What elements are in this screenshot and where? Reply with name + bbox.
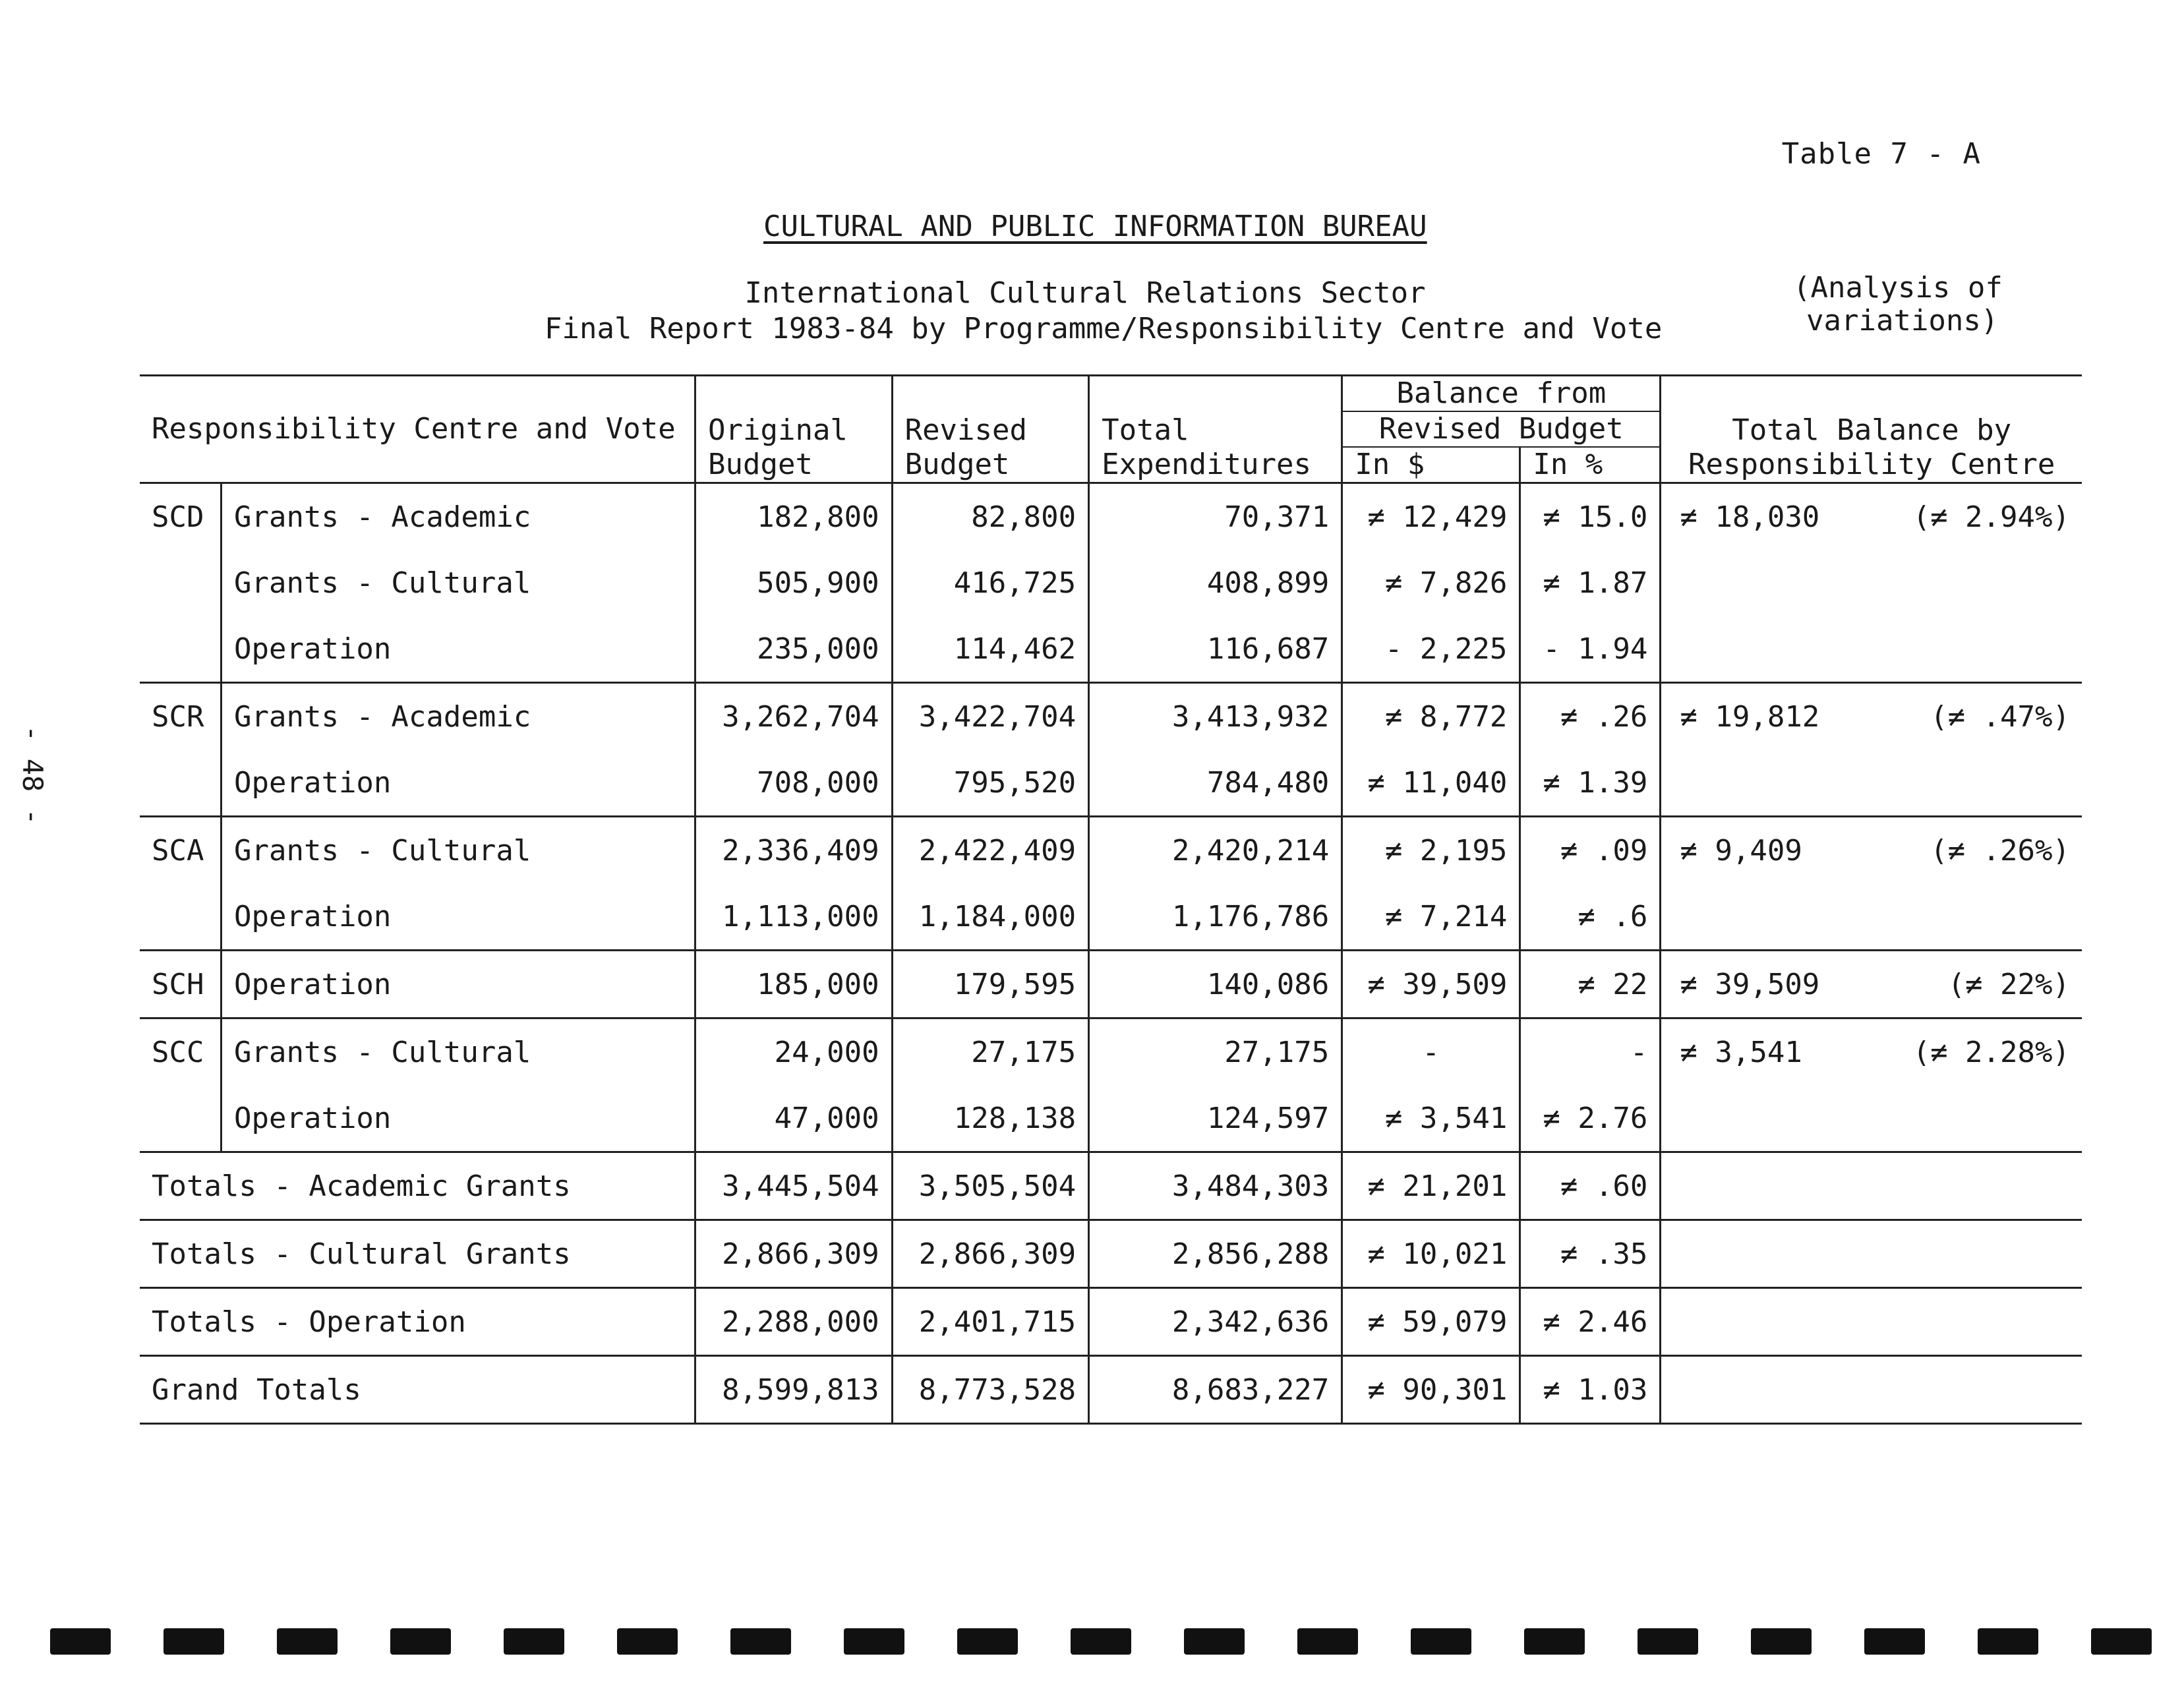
edge-mark bbox=[504, 1628, 564, 1655]
analysis-line-1: (Analysis of bbox=[1793, 271, 2003, 305]
balance-percent-cell: - 1.94 bbox=[1520, 616, 1661, 683]
revised-budget-cell: 795,520 bbox=[892, 750, 1089, 817]
revised-budget-cell: 1,184,000 bbox=[892, 883, 1089, 951]
edge-mark bbox=[2091, 1628, 2152, 1655]
balance-percent-cell: ≠ .09 bbox=[1520, 817, 1661, 884]
balance-percent-cell: ≠ .26 bbox=[1520, 683, 1661, 750]
header-revised-budget bbox=[892, 376, 1089, 483]
analysis-line-2: variations) bbox=[1806, 304, 1999, 338]
header-centre-vote: Responsibility Centre and Vote bbox=[140, 376, 695, 483]
table-row bbox=[140, 1085, 2082, 1152]
totals-label: Totals - Cultural Grants bbox=[140, 1220, 695, 1288]
total-expenditures-cell: 124,597 bbox=[1089, 1085, 1342, 1152]
balance-percent-cell: ≠ .6 bbox=[1520, 883, 1661, 951]
rc-balance-percent bbox=[1865, 750, 2082, 817]
bureau-title: CULTURAL AND PUBLIC INFORMATION BUREAU bbox=[763, 210, 1427, 243]
original-budget-cell: 24,000 bbox=[695, 1018, 893, 1086]
total-expenditures-cell: 8,683,227 bbox=[1089, 1356, 1342, 1424]
vote-item: Operation bbox=[221, 616, 695, 683]
centre-code bbox=[140, 550, 221, 616]
edge-mark bbox=[617, 1628, 678, 1655]
original-budget-cell: 708,000 bbox=[695, 750, 893, 817]
rc-balance-amount: ≠ 39,509 bbox=[1661, 951, 1866, 1018]
table-row bbox=[140, 616, 2082, 683]
balance-dollars-cell: ≠ 8,772 bbox=[1342, 683, 1520, 750]
rc-balance-percent: (≠ 22%) bbox=[1865, 951, 2082, 1018]
revised-budget-cell: 8,773,528 bbox=[892, 1356, 1089, 1424]
total-expenditures-cell: 2,856,288 bbox=[1089, 1220, 1342, 1288]
balance-dollars-cell: ≠ 2,195 bbox=[1342, 817, 1520, 884]
totals-label: Totals - Academic Grants bbox=[140, 1152, 695, 1220]
centre-code: SCC bbox=[140, 1018, 221, 1086]
edge-mark bbox=[1978, 1628, 2038, 1655]
rc-balance-percent bbox=[1865, 550, 2082, 616]
header-original-2: Budget bbox=[708, 448, 813, 481]
original-budget-cell: 3,262,704 bbox=[695, 683, 893, 750]
centre-code bbox=[140, 750, 221, 817]
table-row bbox=[140, 750, 2082, 817]
balance-percent-cell: ≠ 1.39 bbox=[1520, 750, 1661, 817]
revised-budget-cell: 3,505,504 bbox=[892, 1152, 1089, 1220]
centre-code: SCH bbox=[140, 951, 221, 1018]
balance-percent-cell: ≠ .60 bbox=[1520, 1152, 1661, 1220]
totals-row bbox=[140, 1220, 2082, 1288]
rc-balance-percent: (≠ 2.94%) bbox=[1912, 500, 2070, 534]
total-expenditures-cell: 2,420,214 bbox=[1089, 817, 1342, 884]
balance-percent-cell: ≠ .35 bbox=[1520, 1220, 1661, 1288]
vote-item: Grants - Cultural bbox=[221, 550, 695, 616]
header-original-budget bbox=[695, 376, 893, 483]
header-total-expenditures bbox=[1089, 376, 1342, 483]
balance-percent-cell: ≠ 2.76 bbox=[1520, 1085, 1661, 1152]
balance-percent-cell: - bbox=[1520, 1018, 1661, 1086]
centre-code bbox=[140, 616, 221, 683]
total-expenditures-cell: 116,687 bbox=[1089, 616, 1342, 683]
revised-budget-cell: 179,595 bbox=[892, 951, 1089, 1018]
balance-percent-cell: ≠ 2.46 bbox=[1520, 1288, 1661, 1356]
edge-mark bbox=[50, 1628, 111, 1655]
rc-balance-amount bbox=[1661, 883, 1866, 951]
rc-balance-empty bbox=[1661, 1152, 2082, 1220]
vote-item: Operation bbox=[221, 951, 695, 1018]
table-row bbox=[140, 1018, 2082, 1086]
table-row bbox=[140, 817, 2082, 884]
edge-mark bbox=[277, 1628, 338, 1655]
edge-mark bbox=[390, 1628, 451, 1655]
edge-mark bbox=[957, 1628, 1018, 1655]
revised-budget-cell: 27,175 bbox=[892, 1018, 1089, 1086]
original-budget-cell: 185,000 bbox=[695, 951, 893, 1018]
revised-budget-cell: 114,462 bbox=[892, 616, 1089, 683]
rc-balance-amount: ≠ 18,030 bbox=[1661, 483, 1866, 550]
revised-budget-cell: 128,138 bbox=[892, 1085, 1089, 1152]
original-budget-cell: 235,000 bbox=[695, 616, 893, 683]
vote-item: Operation bbox=[221, 883, 695, 951]
balance-dollars-cell: ≠ 11,040 bbox=[1342, 750, 1520, 817]
balance-dollars-cell: ≠ 12,429 bbox=[1342, 483, 1520, 550]
original-budget-cell: 2,288,000 bbox=[695, 1288, 893, 1356]
budget-table bbox=[140, 374, 2082, 1425]
header-revised-2: Budget bbox=[904, 448, 1010, 481]
edge-mark bbox=[1071, 1628, 1131, 1655]
vote-item: Grants - Academic bbox=[221, 483, 695, 550]
original-budget-cell: 8,599,813 bbox=[695, 1356, 893, 1424]
edge-mark bbox=[163, 1628, 224, 1655]
balance-dollars-cell: - bbox=[1342, 1018, 1520, 1086]
balance-dollars-cell: ≠ 3,541 bbox=[1342, 1085, 1520, 1152]
revised-budget-cell: 2,422,409 bbox=[892, 817, 1089, 884]
balance-dollars-cell: ≠ 21,201 bbox=[1342, 1152, 1520, 1220]
edge-mark bbox=[1184, 1628, 1245, 1655]
table-label: Table 7 - A bbox=[1781, 137, 1981, 171]
grand-totals-row bbox=[140, 1356, 2082, 1424]
original-budget-cell: 2,866,309 bbox=[695, 1220, 893, 1288]
rc-balance-amount: ≠ 9,409 bbox=[1661, 817, 1866, 884]
rc-balance-percent: (≠ 2.28%) bbox=[1865, 1018, 2082, 1086]
microfilm-edge-marks bbox=[0, 1628, 2184, 1657]
centre-code: SCA bbox=[140, 817, 221, 884]
header-rc-balance-1: Total Balance by bbox=[1732, 413, 2012, 447]
rc-balance-amount bbox=[1661, 1085, 1866, 1152]
centre-code: SCR bbox=[140, 683, 221, 750]
header-total-2: Expenditures bbox=[1102, 448, 1312, 481]
table-row bbox=[140, 483, 2082, 550]
original-budget-cell: 505,900 bbox=[695, 550, 893, 616]
balance-dollars-cell: ≠ 7,826 bbox=[1342, 550, 1520, 616]
header-row-1 bbox=[140, 376, 2082, 412]
rc-balance-empty bbox=[1661, 1220, 2082, 1288]
edge-mark bbox=[1411, 1628, 1471, 1655]
subtitle-line-1: International Cultural Relations Sector bbox=[744, 276, 1426, 310]
rc-balance-percent bbox=[1865, 1085, 2082, 1152]
edge-mark bbox=[1297, 1628, 1358, 1655]
revised-budget-cell: 2,866,309 bbox=[892, 1220, 1089, 1288]
rc-balance-amount: ≠ 19,812 bbox=[1661, 683, 1866, 750]
rc-balance-amount bbox=[1661, 616, 1866, 683]
report-subtitle bbox=[545, 276, 1663, 347]
table-row bbox=[140, 951, 2082, 1018]
vote-item: Grants - Cultural bbox=[221, 817, 695, 884]
header-total-1: Total bbox=[1102, 413, 1189, 447]
centre-code bbox=[140, 883, 221, 951]
table-row bbox=[140, 550, 2082, 616]
original-budget-cell: 3,445,504 bbox=[695, 1152, 893, 1220]
header-rc-balance bbox=[1661, 376, 2082, 483]
totals-label: Grand Totals bbox=[140, 1356, 695, 1424]
balance-percent-cell: ≠ 1.03 bbox=[1520, 1356, 1661, 1424]
revised-budget-cell: 416,725 bbox=[892, 550, 1089, 616]
table-row bbox=[140, 683, 2082, 750]
rc-balance-percent: (≠ .26%) bbox=[1865, 817, 2082, 884]
header-original-1: Original bbox=[708, 413, 848, 447]
edge-mark bbox=[1638, 1628, 1698, 1655]
rc-balance-amount: ≠ 3,541 bbox=[1661, 1018, 1866, 1086]
subtitle-line-2: Final Report 1983-84 by Programme/Responsibility Centre and Vote bbox=[545, 312, 1663, 345]
edge-mark bbox=[1751, 1628, 1812, 1655]
header-revised-1: Revised bbox=[904, 413, 1028, 447]
total-expenditures-cell: 140,086 bbox=[1089, 951, 1342, 1018]
rc-balance-percent: (≠ .47%) bbox=[1865, 683, 2082, 750]
original-budget-cell: 47,000 bbox=[695, 1085, 893, 1152]
edge-mark bbox=[730, 1628, 791, 1655]
rc-balance-amount bbox=[1661, 550, 1866, 616]
total-expenditures-cell: 408,899 bbox=[1089, 550, 1342, 616]
rc-balance-amount bbox=[1661, 750, 1866, 817]
table-body bbox=[140, 483, 2082, 1424]
balance-dollars-cell: ≠ 59,079 bbox=[1342, 1288, 1520, 1356]
total-expenditures-cell: 70,371 bbox=[1089, 483, 1342, 550]
original-budget-cell: 1,113,000 bbox=[695, 883, 893, 951]
revised-budget-cell: 82,800 bbox=[892, 483, 1089, 550]
header-balance-1: Balance from bbox=[1342, 376, 1661, 412]
header-in-dollars: In $ bbox=[1342, 447, 1520, 482]
rc-balance-empty bbox=[1661, 1288, 2082, 1356]
rc-balance-percent bbox=[1865, 616, 2082, 683]
page-number: - 48 - bbox=[16, 725, 49, 825]
edge-mark bbox=[1864, 1628, 1925, 1655]
balance-percent-cell: ≠ 22 bbox=[1520, 951, 1661, 1018]
header-in-percent: In % bbox=[1520, 447, 1661, 482]
total-expenditures-cell: 27,175 bbox=[1089, 1018, 1342, 1086]
rc-balance-empty bbox=[1661, 1356, 2082, 1424]
original-budget-cell: 182,800 bbox=[695, 483, 893, 550]
balance-percent-cell: ≠ 15.0 bbox=[1520, 483, 1661, 550]
table-row bbox=[140, 883, 2082, 951]
edge-mark bbox=[1524, 1628, 1585, 1655]
total-expenditures-cell: 3,484,303 bbox=[1089, 1152, 1342, 1220]
balance-dollars-cell: - 2,225 bbox=[1342, 616, 1520, 683]
vote-item: Grants - Cultural bbox=[221, 1018, 695, 1086]
totals-label: Totals - Operation bbox=[140, 1288, 695, 1356]
revised-budget-cell: 3,422,704 bbox=[892, 683, 1089, 750]
balance-percent-cell: ≠ 1.87 bbox=[1520, 550, 1661, 616]
vote-item: Grants - Academic bbox=[221, 683, 695, 750]
balance-dollars-cell: ≠ 7,214 bbox=[1342, 883, 1520, 951]
total-expenditures-cell: 1,176,786 bbox=[1089, 883, 1342, 951]
total-expenditures-cell: 3,413,932 bbox=[1089, 683, 1342, 750]
centre-code bbox=[140, 1085, 221, 1152]
centre-code: SCD bbox=[152, 500, 204, 534]
total-expenditures-cell: 784,480 bbox=[1089, 750, 1342, 817]
header-rc-balance-2: Responsibility Centre bbox=[1688, 448, 2055, 481]
header-balance-2: Revised Budget bbox=[1342, 411, 1661, 447]
balance-dollars-cell: ≠ 90,301 bbox=[1342, 1356, 1520, 1424]
vote-item: Operation bbox=[221, 750, 695, 817]
revised-budget-cell: 2,401,715 bbox=[892, 1288, 1089, 1356]
vote-item: Operation bbox=[221, 1085, 695, 1152]
analysis-note bbox=[1793, 272, 2003, 338]
total-expenditures-cell: 2,342,636 bbox=[1089, 1288, 1342, 1356]
edge-mark bbox=[844, 1628, 904, 1655]
balance-dollars-cell: ≠ 10,021 bbox=[1342, 1220, 1520, 1288]
totals-row bbox=[140, 1288, 2082, 1356]
rc-balance-percent bbox=[1865, 883, 2082, 951]
totals-row bbox=[140, 1152, 2082, 1220]
original-budget-cell: 2,336,409 bbox=[695, 817, 893, 884]
balance-dollars-cell: ≠ 39,509 bbox=[1342, 951, 1520, 1018]
